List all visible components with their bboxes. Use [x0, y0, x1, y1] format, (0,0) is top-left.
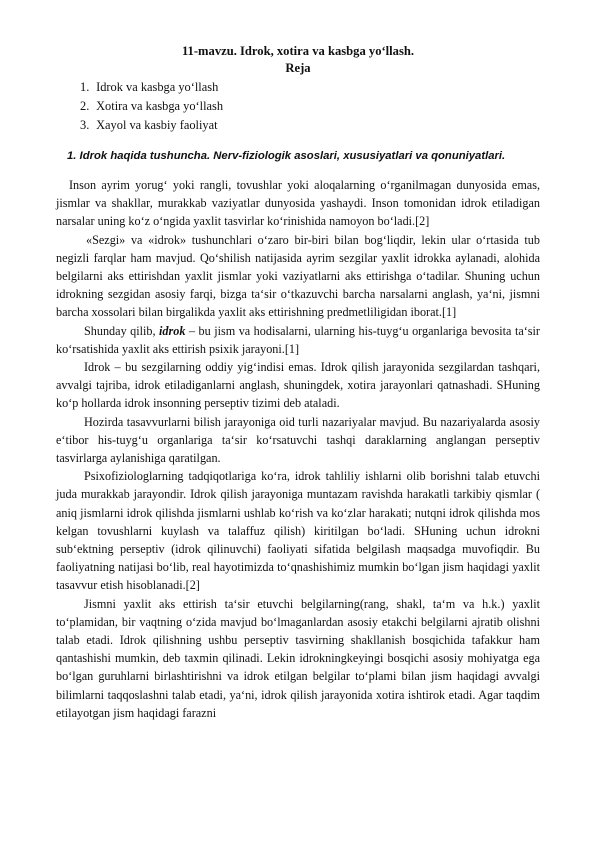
plan-item-text: Xayol va kasbiy faoliyat: [96, 118, 218, 132]
paragraph: Jismni yaxlit aks ettirish ta‘sir etuvchi belgilarning(rang, shakl, ta‘m va h.k.) yaxlit to‘plamidan, bir vaqtning o‘zida mavjud bo‘lmaganlardan asosiy etakchi belgilarni ajratib olishni talab etadi. Idrok qilishning ushbu perseptiv tasvirning shakllanish bosqichida tafakkur ham qantashishi mumkin, deb taxmin qilinadi. Lekin idrokningkeyingi bosqichi asosiy mohiyatga ega bo‘lgan guruhlarni birlashtirishni va idrok etilgan belgilar to‘plami bilan jism haqidagi avvalgi bilimlarni taqqoslashni talab etadi, ya‘ni, idrok qilish jarayonida xotira ishtirok etadi. Agar taqdim etilayotgan jism haqidagi farazni: [56, 596, 540, 720]
plan-item-number: 2.: [80, 99, 90, 113]
plan-item-number: 1.: [80, 80, 90, 94]
paragraph: Hozirda tasavvurlarni bilish jarayoniga oid turli nazariyalar mavjud. Bu nazariyalarda asosiy e‘tibor his-tuyg‘u organlariga ta‘sir ko‘rsatuvchi tashqi daraklarning anglangan perseptiv tasvirlarga aylanishiga qaratilgan.: [56, 414, 540, 466]
body-text: [56, 176, 540, 722]
plan-item: [80, 97, 223, 116]
emphasis-term: idrok: [159, 323, 186, 338]
plan-item: [80, 78, 223, 97]
plan-list: [80, 78, 223, 135]
section-heading: 1. Idrok haqida tushuncha. Nerv-fiziologik asoslari, xususiyatlari va qonuniyatlari.: [67, 150, 506, 162]
paragraph: Idrok – bu sezgilarning oddiy yig‘indisi emas. Idrok qilish jarayonida sezgilardan tashqari, avvalgi tajriba, idrok etiladiganlarni anglash, shuningdek, xotira jarayonlari qatnashadi. SHuning ko‘p hollarda idrok insonning perseptiv tizimi deb ataladi.: [56, 360, 540, 411]
plan-item-number: 3.: [80, 118, 90, 132]
plan-item: [80, 116, 223, 135]
paragraph-text: – bu jism va hodisalarni, ularning his-tuyg‘u organlariga bevosita ta‘sir ko‘rsatishida yaxlit aks ettirish psixik jarayoni.[1]: [56, 323, 540, 356]
plan-item-text: Xotira va kasbga yo‘llash: [96, 99, 224, 113]
plan-heading: Reja: [285, 61, 311, 75]
paragraph: Inson ayrim yorug‘ yoki rangli, tovushlar yoki aloqalarning o‘rganilmagan dunyosida emas, jismlar va shakllar, murakkab vaziyatlar dunyosida yashaydi. Inson tomonidan idrok etiladigan narsalar uning ko‘z o‘ngida yaxlit tasvirlar ko‘rinishida namoyon bo‘ladi.[2]: [56, 178, 540, 229]
paragraph: «Sezgi» va «idrok» tushunchlari o‘zaro bir-biri bilan bog‘liqdir, lekin ular o‘rtasida tub negizli farqlar ham mavjud. Qo‘shilish natijasida ayrim sezgilar yaxlit idrokka aylanadi, alohida belgilarni aks ettirishdan yaxlit jismlar yoki vaziyatlarni aks ettirishga o‘tadilar. Shuning uchun idrokning sezgidan asosiy farqi, bizga ta‘sir o‘tkazuvchi barcha narsalarni anglash, ya‘ni, jismni barcha xossolari bilan birgalikda yaxlit aks ettirishning predmetliligidan iborat.[1]: [56, 232, 540, 320]
plan-item-text: Idrok va kasbga yo‘llash: [96, 80, 219, 94]
paragraph: [56, 322, 540, 358]
page-title: 11-mavzu. Idrok, xotira va kasbga yo‘llash.: [181, 44, 415, 58]
paragraph: Psixofiziologlarning tadqiqotlariga ko‘ra, idrok tahliliy ishlarni olib borishni talab etuvchi juda murakkab jarayondir. Idrok qilish jarayoniga muntazam ravishda harakatli tarkibiy qismlar ( aniq jismlarni idrok qilishda jismlarni ushlab ko‘rish va ko‘zlar harakati; nutqni idrok qilishda mos kelgan tovushlarni kuylash va talaffuz qilish) kiritilgan bo‘ladi. SHuning uchun idrokni sub‘ektning perseptiv (idrok qilinuvchi) faoliyati sifatida belgilash maqsadga muvofiqdir. Bu faoliyatning natijasi bo‘lib, real hayotimizda to‘qnashishimiz mumkin bo‘lgan jism haqidagi yaxlit tasavvur etish hisoblanadi.[2]: [56, 469, 540, 593]
paragraph-text: Shunday qilib,: [84, 323, 160, 338]
